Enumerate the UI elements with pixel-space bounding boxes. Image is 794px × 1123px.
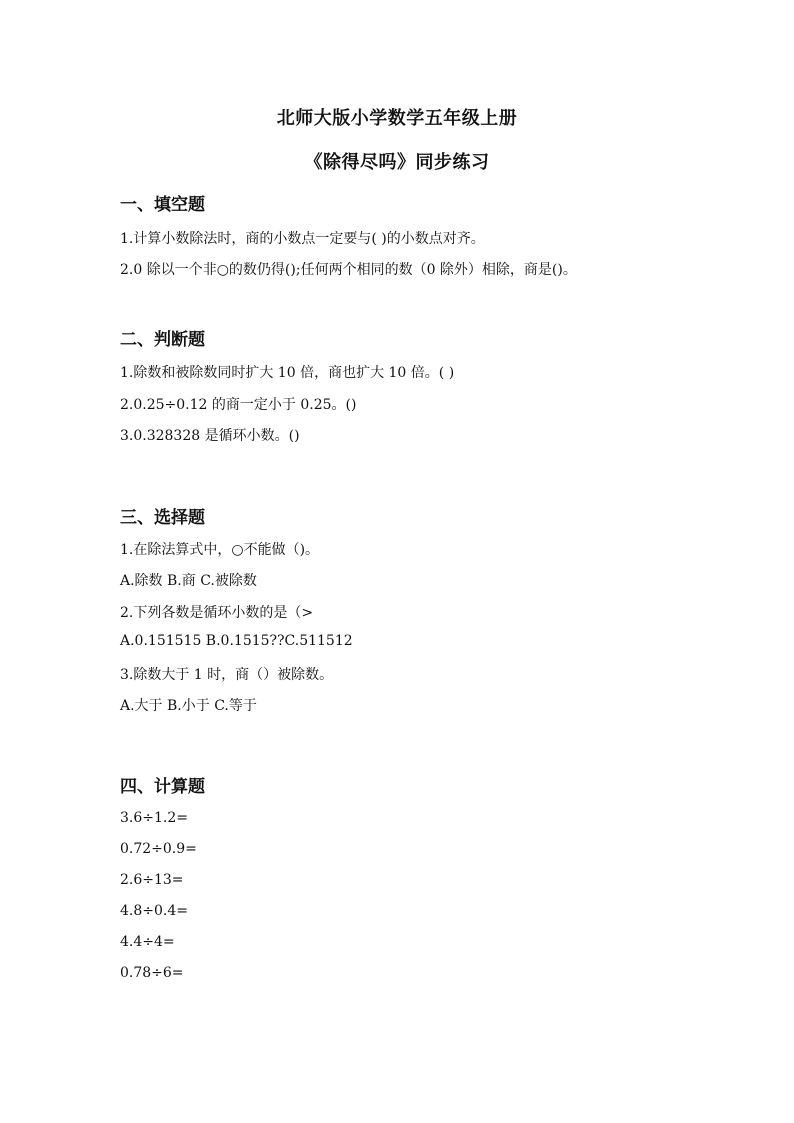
calculation-line: 4.4÷4= — [120, 934, 175, 950]
calculation-line: 0.72÷0.9= — [120, 841, 197, 857]
calculation-line: 3.6÷1.2= — [120, 810, 188, 826]
document-subtitle: 《除得尽吗》同步练习 — [304, 152, 490, 173]
question-line: 3.0.328328 是循环小数。() — [120, 428, 300, 444]
choice-line: A.大于 B.小于 C.等于 — [120, 698, 257, 714]
section-heading-true-false: 二、判断题 — [120, 330, 205, 350]
calculation-line: 0.78÷6= — [120, 965, 184, 981]
question-line: 2.0.25÷0.12 的商一定小于 0.25。() — [120, 397, 357, 413]
question-line: 3.除数大于 1 时，商（）被除数。 — [120, 667, 334, 683]
question-line: 2.0 除以一个非○的数仍得();任何两个相同的数（0 除外）相除，商是()。 — [120, 262, 577, 278]
choice-line: A.0.151515 B.0.1515??C.511512 — [120, 633, 353, 649]
calculation-line: 2.6÷13= — [120, 872, 184, 888]
choice-line: A.除数 B.商 C.被除数 — [120, 573, 257, 589]
section-heading-calculation: 四、计算题 — [120, 777, 205, 797]
section-heading-fill-in: 一、填空题 — [120, 195, 205, 215]
question-line: 2.下列各数是循环小数的是（> — [120, 605, 314, 621]
question-line: 1.计算小数除法时，商的小数点一定要与( )的小数点对齐。 — [120, 231, 485, 247]
calculation-line: 4.8÷0.4= — [120, 903, 188, 919]
document-title: 北师大版小学数学五年级上册 — [276, 108, 518, 129]
question-line: 1.除数和被除数同时扩大 10 倍，商也扩大 10 倍。( ) — [120, 365, 455, 381]
section-heading-multiple-choice: 三、选择题 — [120, 508, 205, 528]
question-line: 1.在除法算式中，○不能做（)。 — [120, 542, 320, 558]
